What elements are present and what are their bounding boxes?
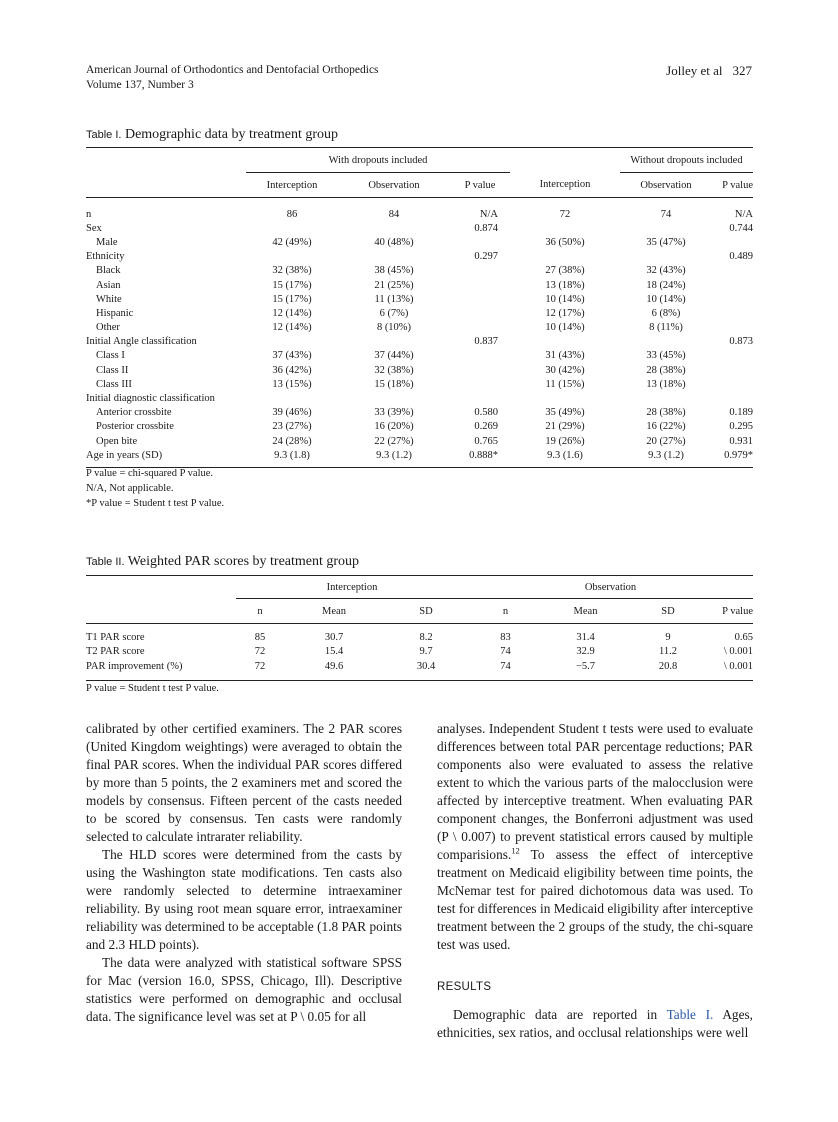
table-row [86,391,753,405]
row-label: Class III [96,378,132,390]
journal-volume: Volume 137, Number 3 [86,79,194,91]
table-cell [620,391,712,405]
row-label: PAR improvement (%) [86,660,183,672]
row-label: Anterior crossbite [96,407,172,419]
table-cell [450,292,510,306]
table-note: P value = Student t test P value. [86,683,219,694]
row-label: Initial Angle classification [86,336,197,348]
row-label: Age in years (SD) [86,449,163,461]
table-cell: 0.489 [729,251,753,263]
table-cell: 23 (27%) [272,421,312,433]
table-cell: 9.3 (1.6) [547,449,583,461]
table-row [86,349,753,363]
table-cell: 40 (48%) [374,236,414,248]
table-row [86,264,753,278]
table-cell: 9.3 (1.8) [274,449,310,461]
table-cell [620,250,712,264]
table-cell: 85 [254,631,266,643]
table-cell: 33 (45%) [646,350,686,362]
paragraph-text: Demographic data are reported in [453,1007,667,1022]
table-cell: 15 (18%) [374,378,414,390]
table-cell: 9 [665,631,671,643]
table-row [86,278,753,292]
table1-col-header: Observation [620,173,712,198]
table-cell: 0.65 [734,631,753,643]
table1-group-without: Without dropouts included [620,148,753,173]
table-cell: 74 [500,646,511,658]
row-label: Male [96,236,118,248]
table-row [86,406,753,420]
table-cell: 72 [254,646,266,658]
table1-col-header: Interception [246,173,338,198]
row-label: Class II [96,364,129,376]
table-cell: N/A [479,208,498,220]
table-cell: 28 (38%) [646,364,686,376]
table-cell: 18 (24%) [646,279,686,291]
table1-col-header: P value [450,173,510,198]
table-cell [450,264,510,278]
table-cell: 32 (38%) [374,364,414,376]
table-cell [712,391,753,405]
table-cell: 8 (11%) [649,322,683,334]
table2-caption [86,554,359,570]
body-column-left [86,720,402,1026]
table-cell [620,221,712,235]
table1-caption [86,127,338,143]
running-header [86,63,379,93]
table-cell: 0.931 [729,435,753,447]
section-heading-results: RESULTS [437,981,492,993]
table-cell [450,278,510,292]
table-cell: 35 (49%) [545,407,585,419]
row-label: Initial diagnostic classification [86,393,215,405]
table-cell: 28 (38%) [646,407,686,419]
row-label: Class I [96,350,125,362]
table2-col-header: SD [628,599,708,624]
table-cell: 6 (8%) [651,307,681,319]
paragraph: The HLD scores were determined from the casts by using the Washington state modifications. Ten casts also were randomly selected to determine intraexaminer reliability. By using root mean square error, intraexaminer reliability was determined to be acceptable (1.8 PAR points and 2.3 HLD points). [86,847,402,952]
table-cell: 30.4 [416,660,436,672]
table-row [86,434,753,448]
table-cell: 16 (20%) [374,421,414,433]
author-line: Jolley et al [666,63,723,78]
table-cell: 0.979* [724,449,753,461]
table-cell: 20 (27%) [646,435,686,447]
table1-notes [86,466,224,511]
table2-col-header: n [236,599,284,624]
table-cell [338,335,450,349]
table-cell: 74 [500,660,511,672]
table-cell [338,221,450,235]
paragraph [437,1006,753,1042]
table-row [86,377,753,391]
table-row [86,448,753,462]
table-cell [450,363,510,377]
table-cell: 0.765 [474,435,498,447]
table-cell: 0.295 [729,421,753,433]
table-cell: 24 (28%) [272,435,312,447]
table-row [86,630,753,645]
table-cell [510,221,620,235]
table-cell: 16 (22%) [646,421,686,433]
table-cell [246,221,338,235]
table-cell: \ 0.001 [723,660,753,672]
table-cell [246,391,338,405]
body-column-right [437,720,753,1042]
table-cell: 42 (49%) [272,236,312,248]
page-number: 327 [732,63,752,78]
table-cell: 12 (17%) [545,307,585,319]
table-cell: 15 (17%) [272,279,312,291]
table-row [86,420,753,434]
table-cell [712,363,753,377]
row-label: Black [96,265,121,277]
table-cell: 21 (25%) [374,279,414,291]
table2-col-header: Mean [284,599,384,624]
table-cell: 0.888* [469,449,498,461]
table-cell: 13 (18%) [646,378,686,390]
table-note: *P value = Student t test P value. [86,498,225,509]
table-cell: 0.269 [474,421,498,433]
table-row [86,335,753,349]
row-label: Asian [96,279,121,291]
table-cell: 37 (44%) [374,350,414,362]
table-cell: −5.7 [575,660,596,672]
table1-label: Table I. [86,129,122,141]
table-cell [510,391,620,405]
table-row [86,221,753,235]
table-cell: 12 (14%) [272,307,312,319]
table-cell [620,335,712,349]
table-cell [246,335,338,349]
table2-label: Table II. [86,556,125,568]
table-cell [246,250,338,264]
table-cell [712,292,753,306]
table-cell: 38 (45%) [374,265,414,277]
table-cell: 20.8 [658,660,678,672]
table-cell: 13 (15%) [272,378,312,390]
table1-title: Demographic data by treatment group [124,127,339,142]
table-cell: 31 (43%) [545,350,585,362]
table-cell: 15 (17%) [272,293,312,305]
table-row [86,235,753,249]
table-cell: 0.744 [729,222,753,234]
table-cell [712,321,753,335]
table-row [86,363,753,377]
table-cell [338,391,450,405]
paragraph-text: analyses. Independent Student t tests were used to evaluate differences between total PAR percentage reductions; PAR components also were evaluated to assess the relative extent to which the various parts of the malocclusion were affected by interceptive treatment. When evaluating PAR component changes, the Bonferroni adjustment was used (P \ 0.007) to prevent statistical errors caused by multiple comparisions. [437,721,753,862]
table-cell [450,377,510,391]
table1-col-header: Observation [338,173,450,198]
table-cell: 74 [660,208,672,220]
table-cell [712,278,753,292]
table-cell [450,235,510,249]
table-cell [450,321,510,335]
table-cell: 31.4 [576,631,595,643]
table-cell: 0.580 [474,407,498,419]
table-cell [450,349,510,363]
table2-col-header: SD [384,599,468,624]
table1-header-row [86,173,753,198]
table2-title: Weighted PAR scores by treatment group [127,554,360,569]
table-cell: 9.3 (1.2) [648,449,684,461]
table-cell: 30 (42%) [545,364,585,376]
row-label: Sex [86,222,102,234]
table-cell: N/A [734,208,753,220]
table2-notes [86,681,219,696]
table-cell: 72 [559,208,571,220]
table-cell: 36 (42%) [272,364,312,376]
table-cell [712,377,753,391]
table-cell: 72 [254,660,266,672]
reference-12[interactable]: 12 [511,845,520,856]
row-label: T2 PAR score [86,646,145,658]
table-cell: 6 (7%) [379,307,409,319]
table1 [86,147,753,468]
table-cell: 22 (27%) [374,435,414,447]
table-cell: 0.297 [474,251,498,263]
table-cell: 11 (15%) [545,378,585,390]
paragraph-text: To assess the effect of interceptive treatment on Medicaid eligibility between time points, the McNemar test for paired dichotomous data was used. To test for differences in Medicaid eligibility after interceptive treatment between the 2 groups of the study, the chi-square test was used. [437,847,753,952]
table-cell [712,264,753,278]
table1-link[interactable]: Table I. [666,1007,714,1022]
table-cell: 0.874 [474,222,498,234]
table-cell [510,250,620,264]
table2-group-observation: Observation [468,576,753,599]
table-cell [712,306,753,320]
row-label: Posterior crossbite [96,421,174,433]
table-cell: 9.3 (1.2) [376,449,412,461]
table-cell [712,235,753,249]
table-cell: 39 (46%) [272,407,312,419]
table-cell: 10 (14%) [545,322,585,334]
table2-group-interception: Interception [236,576,468,599]
row-label: Ethnicity [86,251,125,263]
table-row [86,292,753,306]
table-cell: 32 (43%) [646,265,686,277]
table-cell: 13 (18%) [545,279,585,291]
running-header-right [666,63,752,79]
table-row [86,250,753,264]
table2 [86,575,753,681]
row-label: T1 PAR score [86,631,145,643]
table-cell: 33 (39%) [374,407,414,419]
table-cell: 30.7 [324,631,344,643]
table-cell: 0.873 [729,336,753,348]
row-label: White [96,293,122,305]
table-cell: 9.7 [419,646,433,658]
row-label: Other [96,322,120,334]
row-label: Open bite [96,435,138,447]
table-cell: 86 [286,208,298,220]
table1-group-with: With dropouts included [246,148,510,173]
paragraph: The data were analyzed with statistical software SPSS for Mac (version 16.0, SPSS, Chicago, Ill). Descriptive statistics were performed on demographic and occlusal data. The significance level was set at P \ 0.05 for all [86,955,402,1024]
table-cell: 27 (38%) [545,265,585,277]
table-cell: 35 (47%) [646,236,686,248]
table-cell: 19 (26%) [545,435,585,447]
journal-name: American Journal of Orthodontics and Dentofacial Orthopedics [86,64,379,76]
table-row [86,659,753,674]
table-cell: 37 (43%) [272,350,312,362]
table-cell: 12 (14%) [272,322,312,334]
table-cell [450,391,510,405]
table-cell: 32 (38%) [272,265,312,277]
paragraph: calibrated by other certified examiners. The 2 PAR scores (United Kingdom weightings) were averaged to obtain the final PAR scores. When the individual PAR scores differed by more than 5 points, the 2 examiners met and scored the models by consensus. Fifteen percent of the casts needed to be scored by consensus. Ten casts were randomly selected to calculate intrarater reliability. [86,721,402,844]
table-note: N/A, Not applicable. [86,483,174,494]
table-cell [338,250,450,264]
table-cell: 11.2 [659,646,677,658]
table-cell: 0.837 [474,336,498,348]
table-cell: 10 (14%) [545,293,585,305]
table-cell: 49.6 [324,660,344,672]
table-cell: 21 (29%) [545,421,585,433]
table1-col-header: P value [712,173,753,198]
paragraph [437,720,753,954]
table-cell: 15.4 [324,646,344,658]
table1-col-header: Interception [510,173,620,198]
table-cell: 11 (13%) [374,293,414,305]
table-row [86,321,753,335]
table2-col-header: Mean [543,599,628,624]
table-cell: 36 (50%) [545,236,585,248]
table-row [86,645,753,660]
row-label: Hispanic [96,307,134,319]
table-cell [450,306,510,320]
table-note: P value = chi-squared P value. [86,468,214,479]
table-cell: \ 0.001 [723,646,753,658]
row-label: n [86,208,92,220]
table-cell: 0.189 [729,407,753,419]
table-cell: 84 [388,208,400,220]
table-row [86,207,753,221]
table-row [86,306,753,320]
table-cell [712,349,753,363]
paragraph-text: Ages, ethnicities, sex ratios, and occlusal relationships were well [437,1007,753,1040]
table-cell: 83 [500,631,511,643]
table-cell: 10 (14%) [646,293,686,305]
table-cell: 8.2 [419,631,433,643]
table-cell [510,335,620,349]
table-cell: 8 (10%) [376,322,412,334]
table-cell: 32.9 [576,646,595,658]
table2-col-header: n [468,599,543,624]
table2-header-row [86,599,753,624]
table2-col-header: P value [708,599,753,624]
